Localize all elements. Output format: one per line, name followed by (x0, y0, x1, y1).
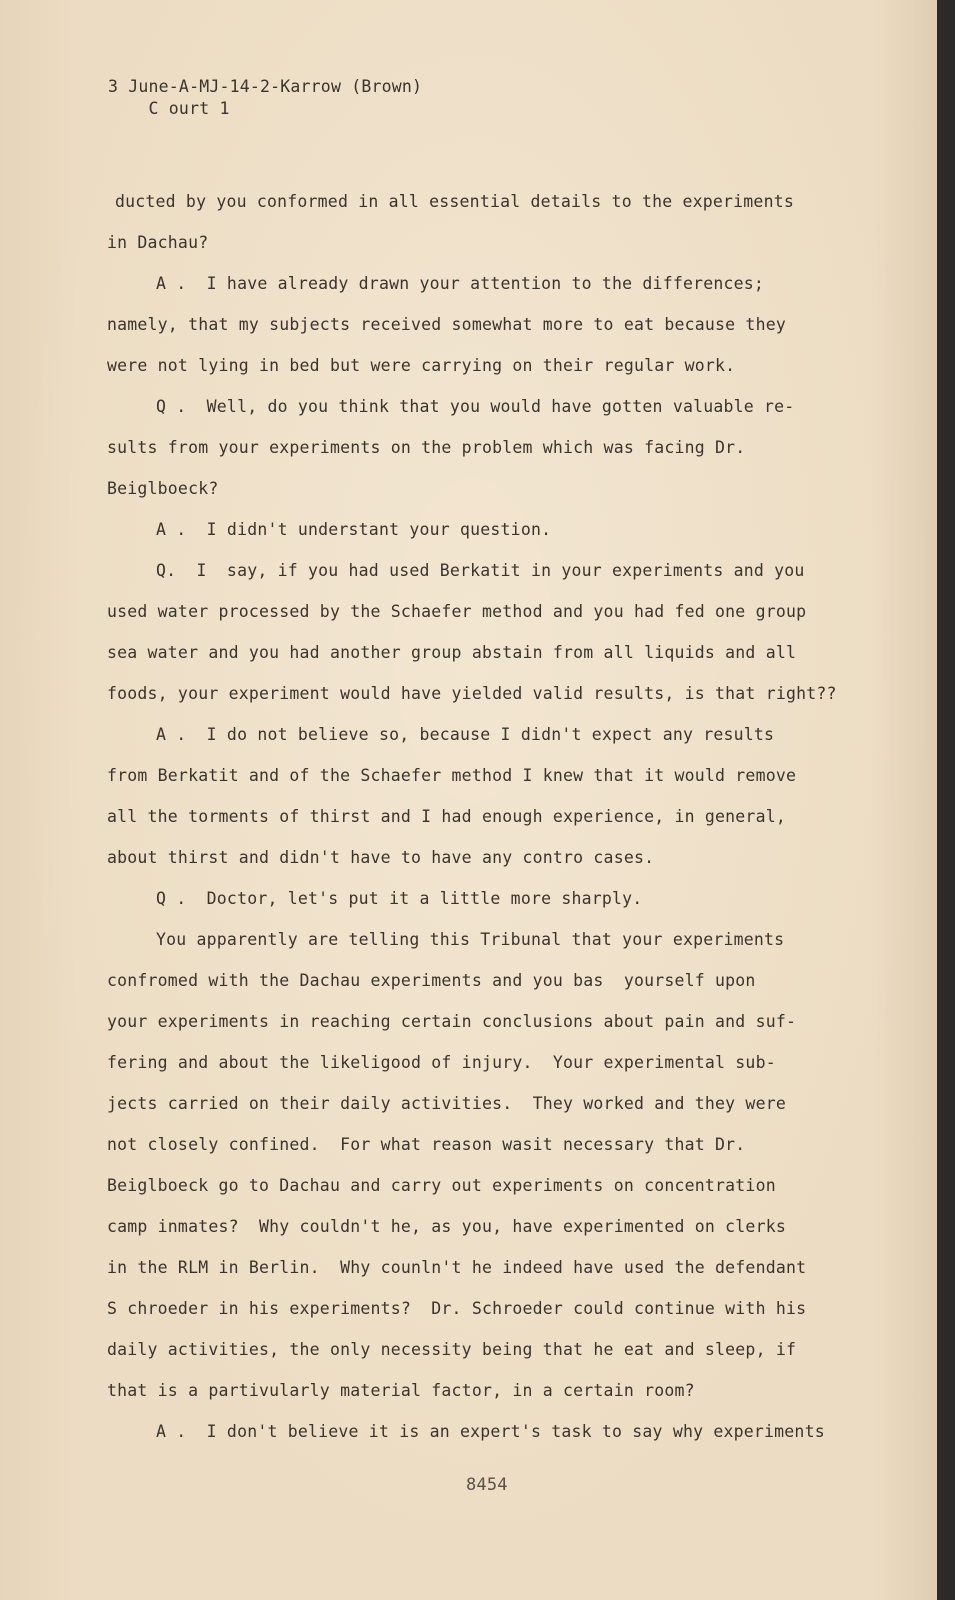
header-line-2: C ourt 1 (108, 99, 230, 118)
body-line-11: used water processed by the Schaefer method and you had fed one group (107, 602, 807, 621)
body-line-3: A . I have already drawn your attention to the differences; (156, 274, 765, 293)
body-line-2: in Dachau? (107, 233, 209, 252)
body-line-23: jects carried on their daily activities. They worked and they were (107, 1094, 786, 1113)
body-line-6: Q . Well, do you think that you would have gotten valuable re- (156, 397, 795, 416)
body-line-4: namely, that my subjects received somewhat more to eat because they (107, 315, 786, 334)
body-line-25: Beiglboeck go to Dachau and carry out experiments on concentration (107, 1176, 776, 1195)
body-line-16: all the torments of thirst and I had enough experience, in general, (107, 807, 786, 826)
body-line-17: about thirst and didn't have to have any contro cases. (107, 848, 655, 867)
body-line-13: foods, your experiment would have yielded valid results, is that right?? (107, 684, 837, 703)
header-line-1: 3 June-A-MJ-14-2-Karrow (Brown) (108, 77, 423, 96)
body-line-14: A . I do not believe so, because I didn't expect any results (156, 725, 775, 744)
body-line-31: A . I don't believe it is an expert's task to say why experiments (156, 1422, 825, 1441)
body-line-27: in the RLM in Berlin. Why counln't he indeed have used the defendant (107, 1258, 807, 1277)
page-number: 8454 (466, 1475, 508, 1495)
body-line-12: sea water and you had another group abstain from all liquids and all (107, 643, 797, 662)
body-line-29: daily activities, the only necessity being that he eat and sleep, if (107, 1340, 797, 1359)
body-line-8: Beiglboeck? (107, 479, 219, 498)
body-line-24: not closely confined. For what reason wasit necessary that Dr. (107, 1135, 746, 1154)
body-line-10: Q. I say, if you had used Berkatit in your experiments and you (156, 561, 805, 580)
body-line-1: ducted by you conformed in all essential details to the experiments (115, 192, 794, 211)
body-line-7: sults from your experiments on the problem which was facing Dr. (107, 438, 746, 457)
document-header (108, 76, 422, 120)
body-line-18: Q . Doctor, let's put it a little more sharply. (156, 889, 643, 908)
body-line-22: fering and about the likeligood of injury. Your experimental sub- (107, 1053, 776, 1072)
body-line-28: S chroeder in his experiments? Dr. Schroeder could continue with his (107, 1299, 807, 1318)
body-line-19: You apparently are telling this Tribunal that your experiments (156, 930, 785, 949)
body-line-5: were not lying in bed but were carrying on their regular work. (107, 356, 736, 375)
body-line-21: your experiments in reaching certain conclusions about pain and suf- (107, 1012, 797, 1031)
body-line-26: camp inmates? Why couldn't he, as you, have experimented on clerks (107, 1217, 786, 1236)
page-edge-shadow (937, 0, 946, 1600)
body-line-20: confromed with the Dachau experiments and you bas yourself upon (107, 971, 756, 990)
body-line-9: A . I didn't understant your question. (156, 520, 552, 539)
body-line-30: that is a partivularly material factor, in a certain room? (107, 1381, 695, 1400)
body-line-15: from Berkatit and of the Schaefer method I knew that it would remove (107, 766, 797, 785)
